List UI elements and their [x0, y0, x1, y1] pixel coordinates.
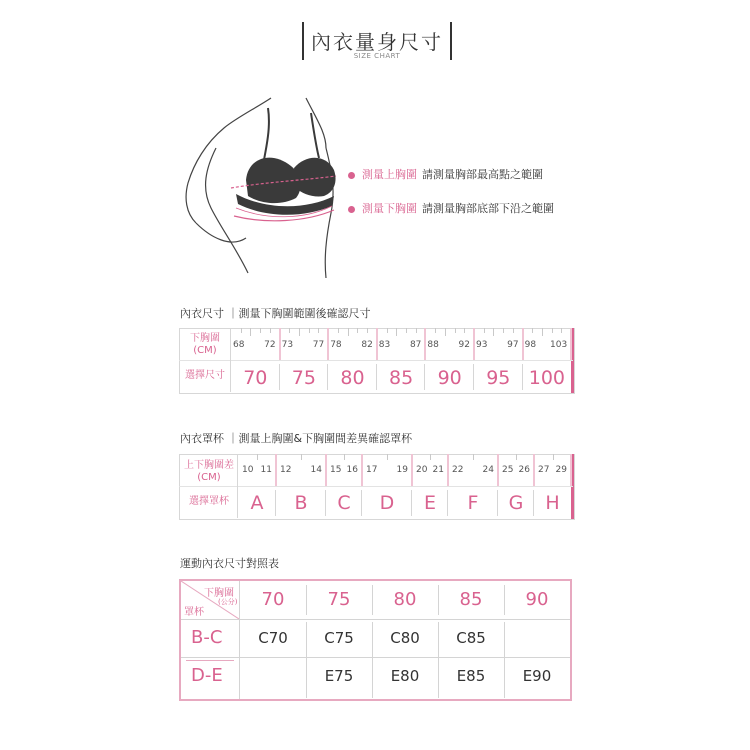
corner-unit-label: (公分): [218, 598, 238, 606]
band-tick: [542, 328, 543, 336]
cup-letter: D: [379, 492, 395, 514]
cup-tick: [473, 454, 474, 460]
cup-tick: [430, 454, 431, 460]
band-range-low: 83: [378, 340, 391, 350]
band-tick: [309, 328, 310, 333]
cup-range-low: 25: [502, 465, 514, 475]
cup-letter: A: [250, 492, 264, 514]
band-tick: [561, 328, 562, 333]
legend-upper-bust: 測量上胸圍 請測量胸部最高點之範圍: [348, 166, 543, 182]
cup-range-low: 12: [280, 465, 292, 475]
sport-cell: E80: [390, 667, 420, 685]
band-tick: [484, 328, 485, 333]
cup-separator: [570, 454, 572, 486]
sport-column-header: 80: [393, 589, 417, 610]
band-tick: [357, 328, 358, 333]
cup-section-title: 內衣罩杯 ｜測量上胸圍&下胸圍間差異確認罩杯: [180, 432, 413, 445]
band-range-high: 103: [550, 340, 568, 350]
band-row-divider: [179, 360, 573, 361]
cup-tick: [257, 454, 258, 460]
band-range-high: 97: [507, 340, 519, 350]
sport-column-header: 90: [525, 589, 549, 610]
sport-cell: C75: [324, 629, 354, 647]
sport-cell: C80: [390, 629, 420, 647]
band-tick: [503, 328, 504, 333]
band-separator: [279, 328, 281, 360]
band-tick: [532, 328, 533, 333]
band-range-high: 77: [312, 340, 325, 350]
cup-range-low: 22: [452, 465, 464, 475]
cup-tick: [344, 454, 345, 460]
band-tick: [299, 328, 300, 336]
bullet-dot-icon: [348, 172, 355, 179]
band-tick: [260, 328, 261, 333]
band-range-low: 73: [281, 340, 294, 350]
band-section-title: 內衣尺寸 ｜測量下胸圍範圍後確認尺寸: [180, 307, 371, 320]
band-tick: [348, 328, 349, 336]
band-separator: [376, 328, 378, 360]
cup-range-low: 15: [330, 465, 342, 475]
band-size-value: 70: [243, 367, 268, 389]
band-range-high: 82: [361, 340, 373, 350]
cup-separator: [411, 454, 413, 486]
band-range-high: 72: [264, 340, 276, 350]
band-separator: [424, 328, 426, 360]
cup-row-divider: [179, 486, 573, 487]
cup-letter: G: [508, 492, 524, 514]
band-size-value: 80: [340, 367, 365, 389]
cup-range-high: 16: [346, 465, 358, 475]
sport-table-bottom-border: [179, 699, 572, 701]
cup-separator: [497, 454, 499, 486]
bra-measurement-illustration: [176, 88, 356, 278]
band-tick: [367, 328, 368, 333]
cup-range-low: 10: [242, 465, 254, 475]
cup-row2-label: 選擇罩杯: [189, 496, 229, 507]
band-tick: [270, 328, 271, 333]
band-tick: [396, 328, 397, 336]
band-tick: [445, 328, 446, 336]
band-size-value: 85: [389, 367, 414, 389]
legend-under-bust: 測量下胸圍 請測量胸部底部下沿之範圍: [348, 200, 554, 216]
band-range-low: 78: [330, 340, 342, 350]
band-tick: [455, 328, 456, 333]
cup-range-high: 29: [555, 465, 567, 475]
sport-table-right-border: [570, 579, 572, 701]
band-size-value: 90: [437, 367, 462, 389]
band-separator: [327, 328, 329, 360]
cup-row1-label: 上下胸圍差 (CM): [184, 460, 234, 483]
sport-label-underline: [186, 660, 234, 661]
bullet-dot-icon: [348, 206, 355, 213]
band-separator: [522, 328, 524, 360]
cup-letter: H: [545, 492, 560, 514]
cup-range-high: 14: [310, 465, 322, 475]
cup-range-low: 17: [366, 465, 378, 475]
band-tick: [513, 328, 514, 333]
cup-range-high: 21: [432, 465, 444, 475]
band-tick: [387, 328, 388, 333]
cup-separator: [533, 454, 535, 486]
band-tick: [241, 328, 242, 333]
sport-cell: C70: [258, 629, 288, 647]
cup-separator: [325, 454, 327, 486]
band-tick: [318, 328, 319, 333]
header-divider-right: [450, 22, 452, 60]
band-size-value: 100: [528, 367, 566, 389]
cup-letter: C: [337, 492, 351, 514]
cup-tick: [387, 454, 388, 460]
band-tick: [493, 328, 494, 336]
band-range-low: 93: [476, 340, 488, 350]
cup-separator: [361, 454, 363, 486]
sport-cell: E85: [456, 667, 486, 685]
band-range-high: 92: [458, 340, 470, 350]
band-tick: [406, 328, 407, 333]
cup-separator: [447, 454, 449, 486]
band-row1-label: 下胸圍 (CM): [190, 333, 220, 356]
band-tick: [416, 328, 417, 333]
sport-column-header: 70: [261, 589, 285, 610]
sport-cell: E75: [324, 667, 354, 685]
sport-column-header: 85: [459, 589, 483, 610]
cup-letter: F: [467, 492, 479, 514]
sport-cell: C85: [456, 629, 486, 647]
cup-letter: E: [423, 492, 436, 514]
band-size-value: 95: [486, 367, 511, 389]
band-tick: [338, 328, 339, 333]
band-range-low: 68: [233, 340, 245, 350]
cup-tick: [301, 454, 302, 460]
cup-letter: B: [294, 492, 308, 514]
sport-column-separator: [504, 622, 505, 698]
cup-tick: [516, 454, 517, 460]
cup-range-low: 27: [538, 465, 550, 475]
page-subtitle: SIZE CHART: [353, 52, 401, 60]
page-title: 內衣量身尺寸: [311, 30, 443, 54]
cup-range-high: 19: [396, 465, 408, 475]
band-separator: [473, 328, 475, 360]
sport-row-label: B-C: [191, 627, 223, 648]
cup-range-low: 20: [416, 465, 428, 475]
band-range-low: 98: [524, 340, 537, 350]
band-tick: [289, 328, 290, 333]
cup-range-high: 11: [260, 465, 272, 475]
sport-section-title: 運動內衣尺寸對照表: [180, 557, 279, 570]
band-tick: [464, 328, 465, 333]
band-tick: [435, 328, 436, 333]
band-tick: [250, 328, 251, 336]
band-size-value: 75: [291, 367, 316, 389]
sport-column-header: 75: [327, 589, 351, 610]
sport-cell: E90: [522, 667, 552, 685]
corner-top-label: 下胸圍: [204, 588, 234, 599]
band-range-low: 88: [427, 340, 439, 350]
cup-range-high: 24: [482, 465, 494, 475]
band-range-high: 87: [409, 340, 422, 350]
sport-row-label: D-E: [191, 665, 223, 686]
cup-range-high: 26: [518, 465, 530, 475]
cup-tick: [553, 454, 554, 460]
cup-separator: [275, 454, 277, 486]
band-row2-label: 選擇尺寸: [185, 370, 225, 381]
band-separator: [570, 328, 572, 360]
band-tick: [552, 328, 553, 333]
corner-bottom-label: 罩杯: [184, 607, 204, 618]
